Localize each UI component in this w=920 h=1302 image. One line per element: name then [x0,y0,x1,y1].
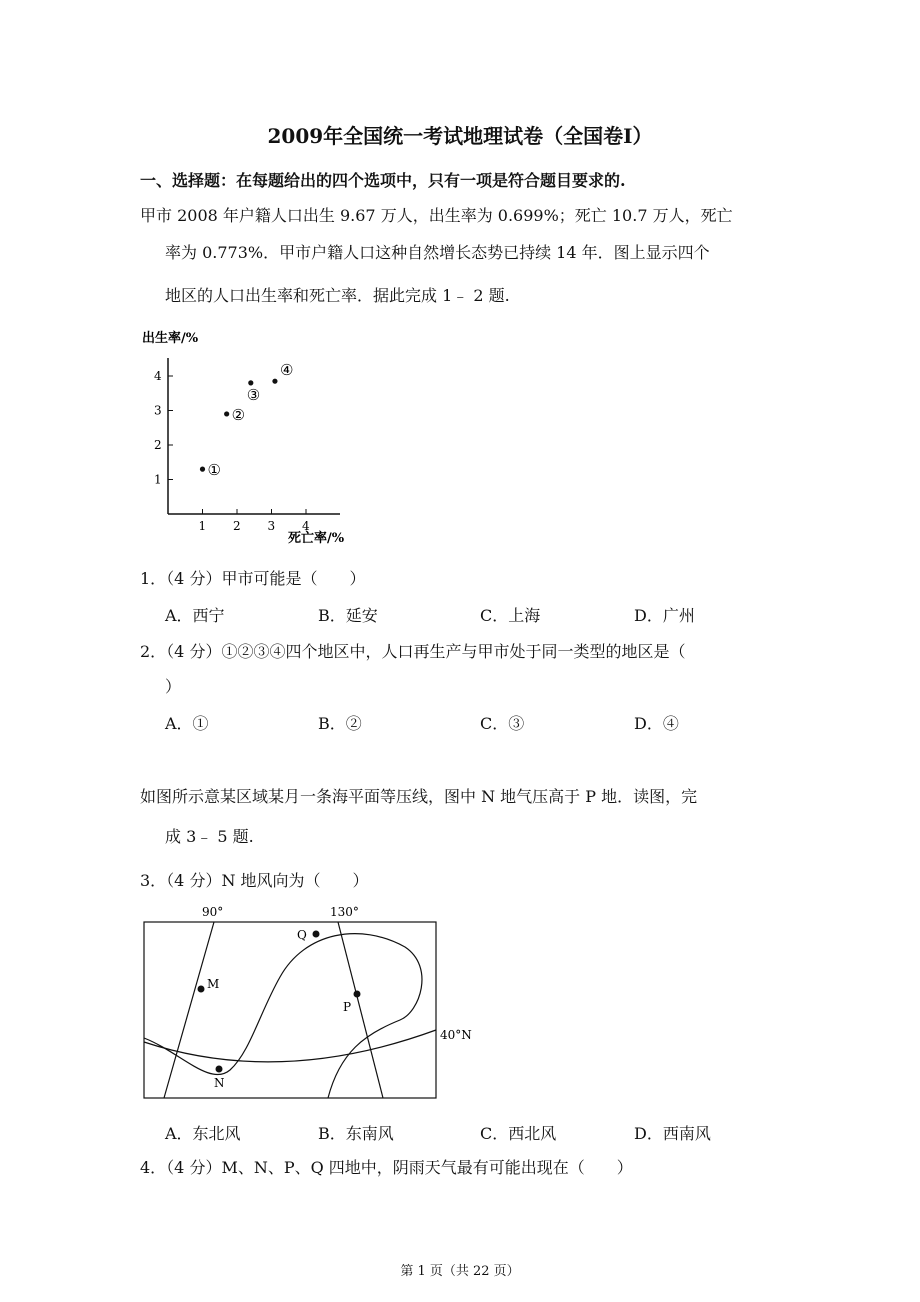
q2-stem-line1: 2．（4 分）①②③④四个地区中，人口再生产与甲市处于同一类型的地区是（ [140,642,686,661]
scatter-point [224,411,229,416]
y-tick-label: 2 [154,438,162,452]
point-n-label: N [214,1076,225,1090]
q1-option-a[interactable]: A．西宁 [165,606,225,625]
q3-stem: 3．（4 分）N 地风向为（ ） [140,871,369,890]
point-q-dot [313,931,320,938]
q2-option-a[interactable]: A．① [165,714,209,733]
q4-stem: 4．（4 分）M、N、P、Q 四地中，阴雨天气最有可能出现在（ ） [140,1158,633,1177]
y-tick-label: 4 [154,369,162,383]
point-n-dot [216,1066,223,1073]
longitude-130-label: 130° [330,905,359,919]
scatter-point-label: ② [231,405,246,424]
point-m-label: M [207,977,220,991]
q2-option-c[interactable]: C．③ [480,714,525,733]
q3-option-d[interactable]: D．西南风 [634,1124,711,1143]
latitude-40n-label: 40°N [440,1028,472,1042]
intro2-line1: 如图所示意某区域某月一条海平面等压线，图中 N 地气压高于 P 地．读图，完 [140,787,698,806]
x-tick-label: 4 [302,519,310,533]
latitude-40n [144,1030,436,1062]
page-title: 2009年全国统一考试地理试卷（全国卷I） [267,124,653,148]
intro2-line2: 成 3﹣ 5 题. [165,827,254,846]
q2-stem-line2: ） [165,677,182,696]
scatter-point-label: ① [207,461,221,480]
q3-option-a[interactable]: A．东北风 [165,1124,241,1143]
scatter-point [248,380,253,385]
isobar-line [144,934,422,1098]
longitude-90-label: 90° [202,905,224,919]
isobar-map [140,902,485,1102]
intro1-line1: 甲市 2008 年户籍人口出生 9.67 万人，出生率为 0.699%；死亡 10.7 万人，死亡 [140,206,733,225]
section-heading: 一、选择题：在每题给出的四个选项中，只有一项是符合题目要求的. [140,171,626,190]
x-tick-label: 1 [198,519,207,533]
point-p-dot [354,991,361,998]
q2-option-d[interactable]: D．④ [634,714,679,733]
map-frame [144,922,436,1098]
birth-death-scatter-chart [140,322,370,552]
y-tick-label: 3 [154,403,162,418]
scatter-point [200,467,205,472]
q1-option-d[interactable]: D．广州 [634,606,695,625]
q3-option-c[interactable]: C．西北风 [480,1124,557,1143]
point-m-dot [198,986,205,993]
q1-option-b[interactable]: B．延安 [318,606,378,625]
q1-stem: 1．（4 分）甲市可能是（ ） [140,569,366,588]
y-tick-label: 1 [154,472,162,487]
scatter-point [272,379,277,384]
chart-xlabel: 死亡率/% [288,531,345,546]
point-q-label: Q [297,928,307,942]
q2-option-b[interactable]: B．② [318,714,362,733]
point-p-label: P [343,1000,352,1014]
meridian-90 [164,922,214,1098]
scatter-point-label: ③ [246,385,261,404]
page-footer: 第 1 页（共 22 页） [400,1264,520,1279]
x-tick-label: 3 [267,519,276,533]
q1-option-c[interactable]: C．上海 [480,606,541,625]
intro1-line2: 率为 0.773%．甲市户籍人口这种自然增长态势已持续 14 年．图上显示四个 [165,243,710,262]
q3-option-b[interactable]: B．东南风 [318,1124,394,1143]
chart-ylabel: 出生率/% [142,331,199,346]
x-tick-label: 2 [233,519,241,533]
scatter-point-label: ④ [279,361,294,380]
intro1-line3: 地区的人口出生率和死亡率．据此完成 1﹣ 2 题. [165,286,510,305]
